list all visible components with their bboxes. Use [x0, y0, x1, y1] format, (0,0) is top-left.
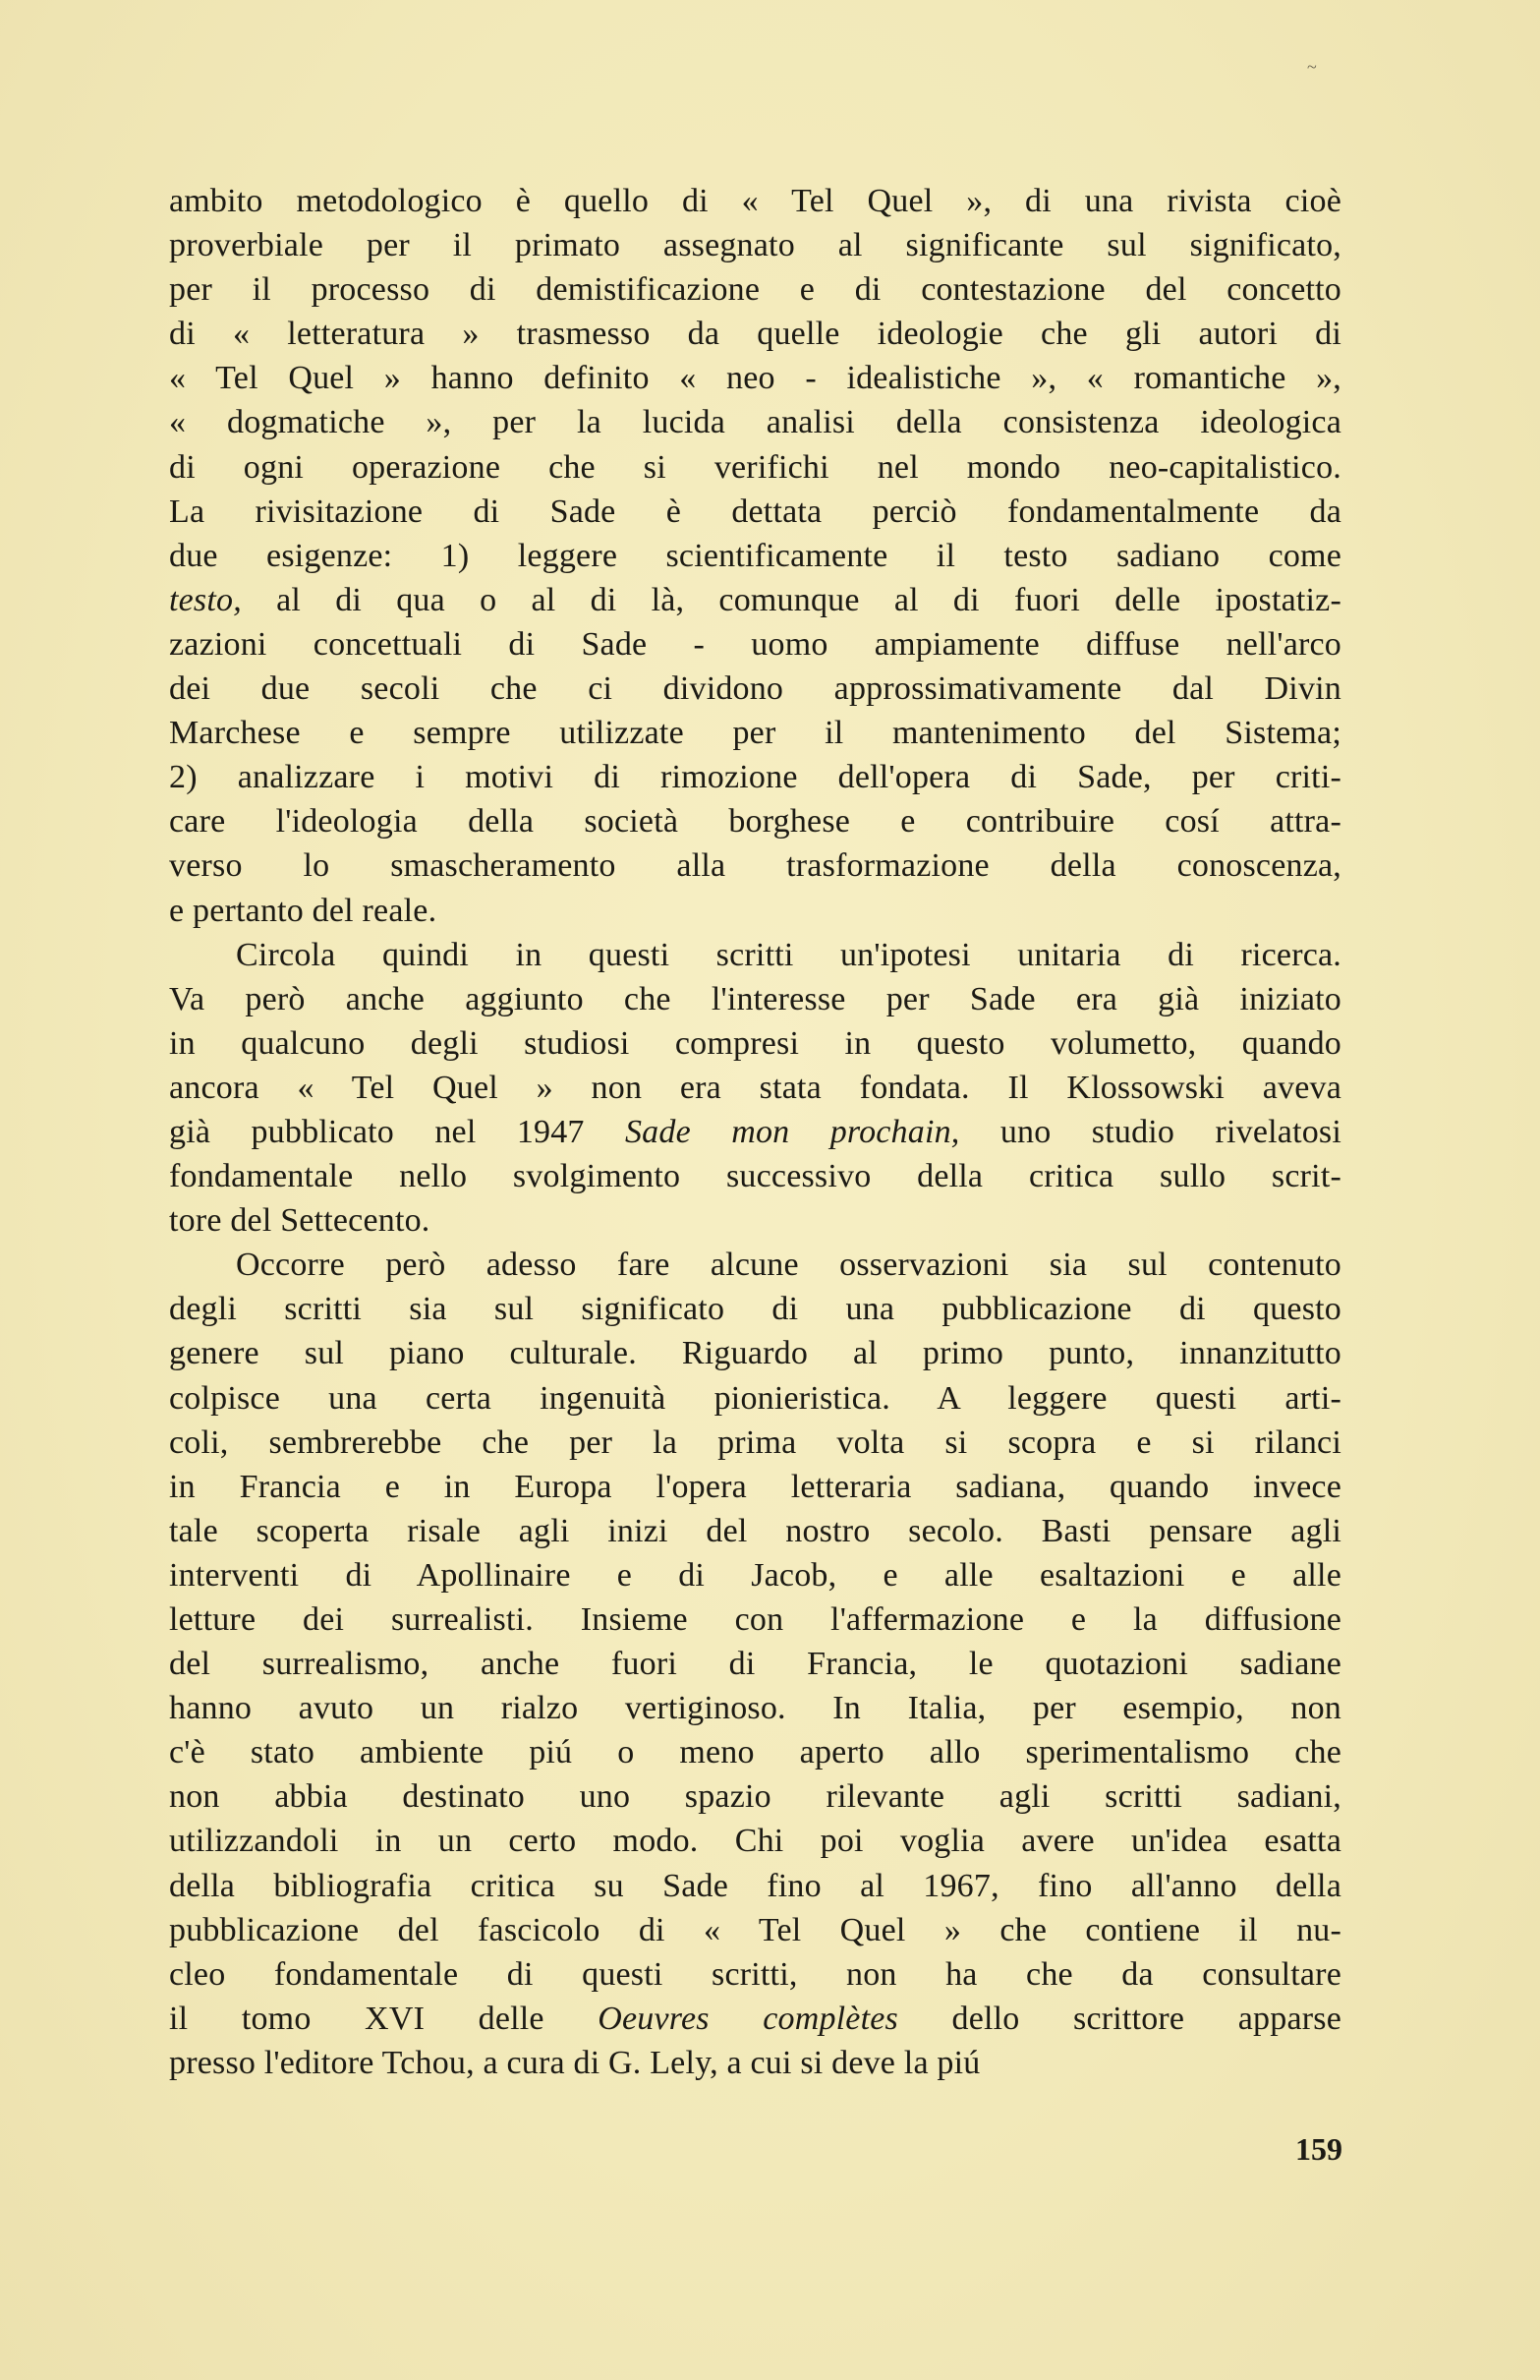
text-line — [169, 1154, 1341, 1198]
text-segment: presso l'editore Tchou, a cura di G. Lely, a cui si deve la piú — [169, 2044, 981, 2081]
text-line — [169, 1686, 1341, 1730]
text-segment: proverbiale per il primato assegnato al significante sul significato, — [169, 227, 1341, 264]
text-line — [169, 1376, 1341, 1421]
text-line — [169, 1952, 1341, 1997]
italic-text: testo, — [169, 581, 242, 618]
text-segment: due esigenze: 1) leggere scientificamente il testo sadiano come — [169, 537, 1341, 574]
text-segment: degli scritti sia sul significato di una pubblicazione di questo — [169, 1291, 1341, 1328]
text-segment: hanno avuto un rialzo vertiginoso. In Italia, per esempio, non — [169, 1690, 1341, 1727]
text-line — [169, 889, 1341, 933]
text-segment: ancora « Tel Quel » non era stata fondata. Il Klossowski aveva — [169, 1069, 1341, 1106]
text-segment: dello scrittore apparse — [897, 2000, 1341, 2037]
italic-text: Oeuvres complètes — [598, 2000, 898, 2037]
text-segment: utilizzandoli in un certo modo. Chi poi voglia avere un'idea esatta — [169, 1823, 1341, 1860]
text-line — [169, 1774, 1341, 1819]
text-line — [169, 267, 1341, 312]
text-line — [169, 1331, 1341, 1375]
text-line — [169, 1066, 1341, 1110]
text-segment: c'è stato ambiente piú o meno aperto allo sperimentalismo che — [169, 1734, 1341, 1771]
italic-text: Sade mon prochain, — [624, 1113, 960, 1150]
text-segment: Va però anche aggiunto che l'interesse per Sade era già iniziato — [169, 980, 1341, 1017]
text-segment: della bibliografia critica su Sade fino al 1967, fino all'anno della — [169, 1867, 1341, 1904]
text-line — [169, 1730, 1341, 1774]
text-segment: colpisce una certa ingenuità pionieristica. A leggere questi arti- — [169, 1379, 1341, 1417]
text-line — [169, 1198, 1341, 1243]
text-line — [169, 843, 1341, 888]
text-line — [169, 1287, 1341, 1331]
body-text — [169, 179, 1341, 2085]
text-line — [169, 799, 1341, 843]
text-line — [169, 1421, 1341, 1465]
text-segment: pubblicazione del fascicolo di « Tel Quel » che contiene il nu- — [169, 1911, 1341, 1948]
text-segment: 2) analizzare i motivi di rimozione dell'opera di Sade, per criti- — [169, 759, 1341, 796]
text-segment: tore del Settecento. — [169, 1202, 430, 1240]
text-line — [169, 1465, 1341, 1509]
text-segment: e pertanto del reale. — [169, 892, 437, 929]
text-segment: al di qua o al di là, comunque al di fuori delle ipostatiz- — [241, 581, 1341, 618]
text-line — [169, 1553, 1341, 1597]
text-line — [169, 1997, 1341, 2041]
text-segment: letture dei surrealisti. Insieme con l'affermazione e la diffusione — [169, 1601, 1341, 1638]
text-segment: uno studio rivelatosi — [959, 1113, 1341, 1150]
page-number: 159 — [1295, 2131, 1342, 2167]
text-line — [169, 534, 1341, 578]
text-line — [169, 977, 1341, 1021]
text-line — [169, 445, 1341, 490]
text-line — [169, 711, 1341, 755]
text-segment: care l'ideologia della società borghese e contribuire cosí attra- — [169, 803, 1341, 841]
text-segment: « dogmatiche », per la lucida analisi della consistenza ideologica — [169, 404, 1341, 441]
text-segment: zazioni concettuali di Sade - uomo ampiamente diffuse nell'arco — [169, 625, 1341, 663]
corner-mark: ~ — [1307, 57, 1317, 77]
text-line — [169, 578, 1341, 622]
text-line — [169, 356, 1341, 400]
text-segment: per il processo di demistificazione e di contestazione del concetto — [169, 271, 1341, 309]
text-segment: Circola quindi in questi scritti un'ipotesi unitaria di ricerca. — [236, 936, 1341, 973]
text-line — [169, 1864, 1341, 1908]
text-line — [169, 1021, 1341, 1066]
text-segment: del surrealismo, anche fuori di Francia, le quotazioni sadiane — [169, 1646, 1341, 1683]
text-line — [169, 1110, 1341, 1154]
paragraph — [169, 933, 1341, 1244]
text-segment: Marchese e sempre utilizzate per il mantenimento del Sistema; — [169, 715, 1341, 752]
text-segment: in qualcuno degli studiosi compresi in questo volumetto, quando — [169, 1024, 1341, 1062]
text-segment: cleo fondamentale di questi scritti, non ha che da consultare — [169, 1955, 1341, 1993]
text-segment: tale scoperta risale agli inizi del nostro secolo. Basti pensare agli — [169, 1512, 1341, 1549]
text-segment: dei due secoli che ci dividono approssimativamente dal Divin — [169, 670, 1341, 708]
text-segment: fondamentale nello svolgimento successivo della critica sullo scrit- — [169, 1158, 1341, 1195]
text-segment: La rivisitazione di Sade è dettata perciò fondamentalmente da — [169, 493, 1341, 530]
text-line — [169, 1243, 1341, 1287]
text-line — [169, 1597, 1341, 1642]
text-segment: di « letteratura » trasmesso da quelle ideologie che gli autori di — [169, 316, 1341, 353]
text-segment: coli, sembrerebbe che per la prima volta si scopra e si rilanci — [169, 1423, 1341, 1461]
text-line — [169, 1642, 1341, 1686]
text-segment: « Tel Quel » hanno definito « neo - idealistiche », « romantiche », — [169, 360, 1341, 397]
text-line — [169, 490, 1341, 534]
text-segment: già pubblicato nel 1947 — [169, 1113, 625, 1150]
text-line — [169, 1908, 1341, 1952]
text-line — [169, 1509, 1341, 1553]
text-line — [169, 2041, 1341, 2085]
text-segment: di ogni operazione che si verifichi nel mondo neo-capitalistico. — [169, 448, 1341, 486]
text-segment: interventi di Apollinaire e di Jacob, e alle esaltazioni e alle — [169, 1556, 1341, 1594]
text-line — [169, 755, 1341, 799]
text-segment: Occorre però adesso fare alcune osservazioni sia sul contenuto — [236, 1247, 1341, 1284]
text-line — [169, 1819, 1341, 1863]
text-segment: genere sul piano culturale. Riguardo al primo punto, innanzitutto — [169, 1335, 1341, 1372]
text-segment: ambito metodologico è quello di « Tel Quel », di una rivista cioè — [169, 183, 1341, 219]
text-segment: non abbia destinato uno spazio rilevante agli scritti sadiani, — [169, 1778, 1341, 1816]
paragraph — [169, 1243, 1341, 2085]
text-line — [169, 933, 1341, 977]
text-line — [169, 312, 1341, 356]
text-line — [169, 400, 1341, 444]
text-segment: verso lo smascheramento alla trasformazione della conoscenza, — [169, 847, 1341, 885]
paragraph — [169, 179, 1341, 933]
text-line — [169, 622, 1341, 667]
text-segment: il tomo XVI delle — [169, 2000, 599, 2037]
text-line — [169, 223, 1341, 267]
text-segment: in Francia e in Europa l'opera letteraria sadiana, quando invece — [169, 1468, 1341, 1505]
text-line — [169, 667, 1341, 711]
text-line — [169, 179, 1341, 223]
